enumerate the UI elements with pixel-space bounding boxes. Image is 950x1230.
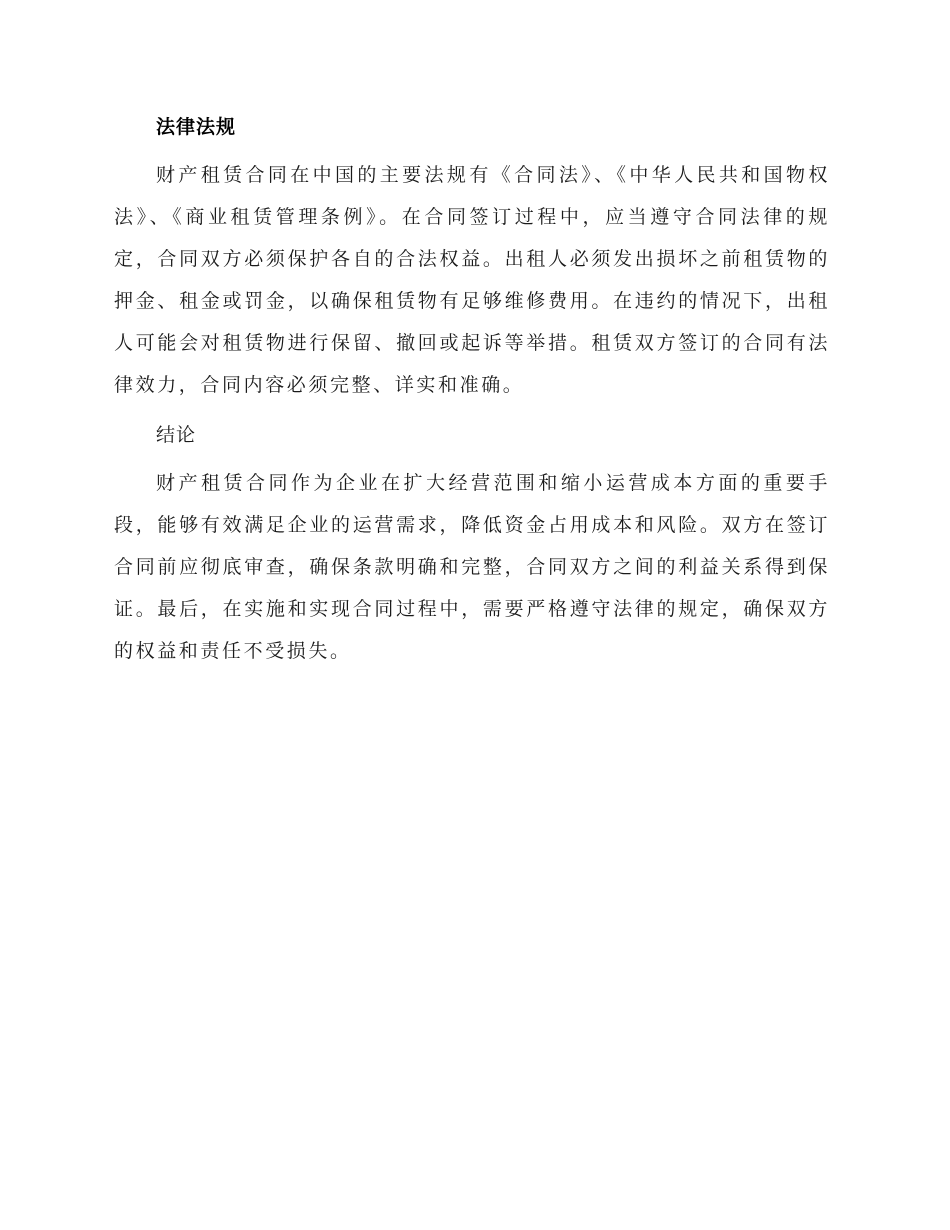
- paragraph-conclusion: 财产租赁合同作为企业在扩大经营范围和缩小运营成本方面的重要手段，能够有效满足企业的运营需求，降低资金占用成本和风险。双方在签订合同前应彻底审查，确保条款明确和完整，合同双方之间的利益关系得到保证。最后，在实施和实现合同过程中，需要严格遵守法律的规定，确保双方的权益和责任不受损失。: [114, 472, 830, 662]
- paragraph-laws: 财产租赁合同在中国的主要法规有《合同法》、《中华人民共和国物权法》、《商业租赁管理条例》。在合同签订过程中，应当遵守合同法律的规定，合同双方必须保护各自的合法权益。出租人必须发出损坏之前租赁物的押金、租金或罚金，以确保租赁物有足够维修费用。在违约的情况下，出租人可能会对租赁物进行保留、撤回或起诉等举措。租赁双方签订的合同有法律效力，合同内容必须完整、详实和准确。: [114, 164, 830, 396]
- document-body: [114, 112, 830, 682]
- section-heading-conclusion: 结论: [156, 424, 197, 446]
- section-heading-laws: 法律法规: [156, 116, 237, 138]
